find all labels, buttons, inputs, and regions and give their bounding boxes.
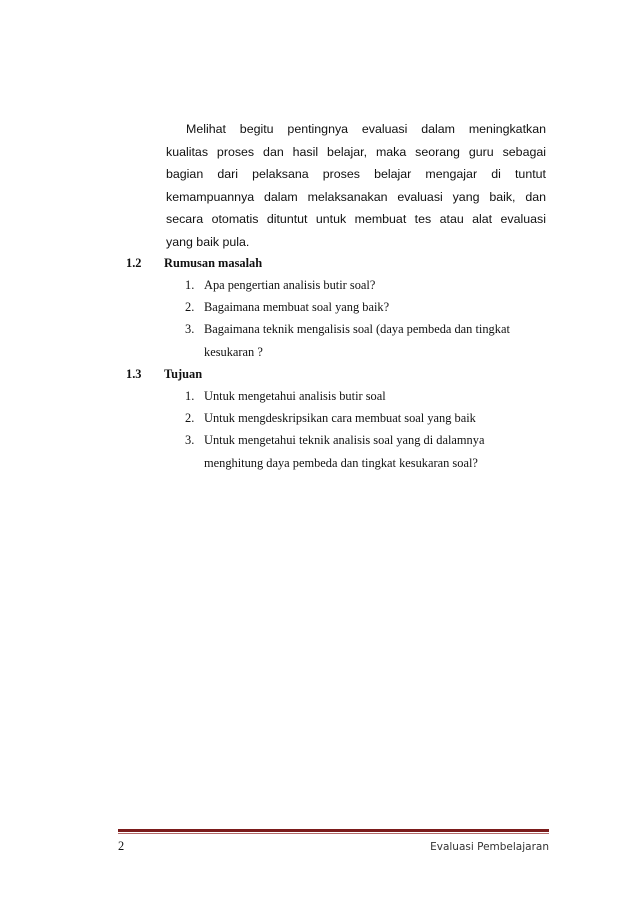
footer-rule-thin	[118, 833, 549, 834]
paragraph-line: yang baik pula.	[166, 234, 250, 249]
paragraph-line: bagian dari pelaksana proses belajar mengajar di tuntut	[166, 167, 546, 182]
paragraph-line: Melihat begitu pentingnya evaluasi dalam meningkatkan	[186, 122, 546, 136]
list-item-number: 3.	[185, 322, 195, 336]
list-item-number: 1.	[185, 389, 195, 403]
paragraph-line: kualitas proses dan hasil belajar, maka seorang guru sebagai	[166, 144, 546, 159]
paragraph-line: kemampuannya dalam melaksanakan evaluasi yang baik, dan	[166, 189, 546, 204]
footer-rule	[118, 829, 549, 834]
footer-rule-thick	[118, 829, 549, 832]
list-item	[185, 274, 375, 296]
list-item-continuation: menghitung daya pembeda dan tingkat kesukaran soal?	[204, 456, 478, 470]
list-item-continuation: kesukaran ?	[204, 345, 263, 359]
section-heading-rumusan-masalah	[126, 252, 262, 274]
list-item	[185, 407, 476, 429]
section-number: 1.3	[126, 367, 142, 381]
list-item-number: 3.	[185, 433, 195, 447]
list-item-text: Bagaimana membuat soal yang baik?	[204, 300, 390, 314]
list-item-number: 2.	[185, 300, 195, 314]
list-item-text: Untuk mengdeskripsikan cara membuat soal yang baik	[204, 411, 476, 425]
list-item-text: Untuk mengetahui teknik analisis soal yang di dalamnya	[204, 433, 485, 447]
section-number: 1.2	[126, 256, 142, 270]
page-number: 2	[118, 839, 125, 853]
section-title: Tujuan	[164, 367, 203, 381]
paragraph-line: secara otomatis dituntut untuk membuat tes atau alat evaluasi	[166, 212, 546, 227]
list-item	[185, 296, 389, 318]
section-title: Rumusan masalah	[164, 256, 263, 270]
list-item	[185, 429, 484, 451]
list-item-number: 2.	[185, 411, 195, 425]
list-item-text: Apa pengertian analisis butir soal?	[204, 278, 376, 292]
list-item	[185, 385, 386, 407]
list-item-text: Untuk mengetahui analisis butir soal	[204, 389, 386, 403]
list-item-number: 1.	[185, 278, 195, 292]
list-item-text: Bagaimana teknik mengalisis soal (daya pembeda dan tingkat	[204, 322, 510, 336]
intro-paragraph	[166, 118, 546, 254]
section-heading-tujuan	[126, 363, 202, 385]
running-title: Evaluasi Pembelajaran	[430, 841, 549, 853]
list-item	[185, 318, 510, 340]
